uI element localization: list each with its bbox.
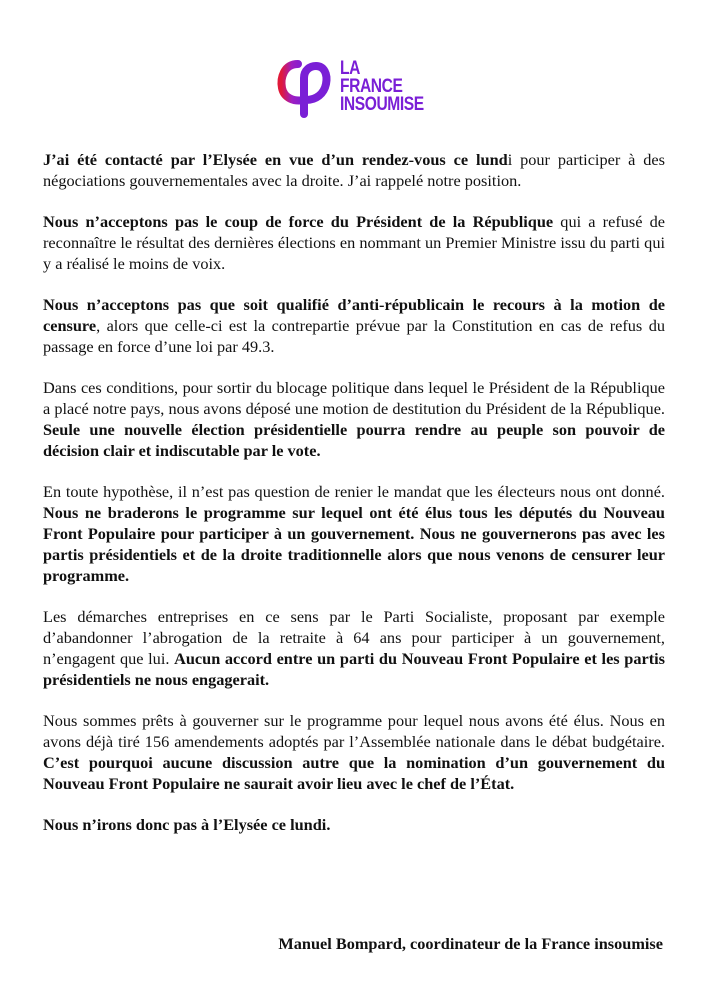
text: , alors que celle-ci est la contrepartie prévue par la Constitution en cas de refus du passage en force d’une loi par 49.3. xyxy=(43,316,665,356)
logo-line-2: FRANCE xyxy=(340,76,403,97)
bold-text: J’ai été contacté par l’Elysée en vue d’un rendez-vous ce lund xyxy=(43,150,508,169)
logo-line-1: LA xyxy=(340,58,360,79)
letter-body xyxy=(43,149,665,855)
text: qui a refusé de reconnaître le résultat des dernières élections en nommant un Premier Ministre issu du parti qui y a réalisé le moins de voix. xyxy=(43,212,665,273)
paragraph-1 xyxy=(43,149,665,191)
bold-text: Seule une nouvelle élection présidentielle pourra rendre au peuple son pouvoir de décision clair et indiscutable par le vote. xyxy=(43,420,665,460)
bold-text: Nous n’acceptons pas le coup de force du Président de la République xyxy=(43,212,554,231)
paragraph-7 xyxy=(43,710,665,794)
bold-text: Nous n’irons donc pas à l’Elysée ce lundi. xyxy=(43,815,331,834)
bold-text: Aucun accord entre un parti du Nouveau Front Populaire et les partis présidentiels ne nous engagerait. xyxy=(43,649,665,689)
text: Dans ces conditions, pour sortir du blocage politique dans lequel le Président de la République a placé notre pays, nous avons déposé une motion de destitution du Président de la République. xyxy=(43,378,665,418)
lfi-logo xyxy=(276,56,442,118)
paragraph-5 xyxy=(43,481,665,586)
text: i pour participer à des négociations gouvernementales avec la droite. J’ai rappelé notre position. xyxy=(43,150,665,190)
text: Nous sommes prêts à gouverner sur le programme pour lequel nous avons été élus. Nous en avons déjà tiré 156 amendements adoptés par l’Assemblée nationale dans le débat budgétaire. xyxy=(43,711,665,751)
signature: Manuel Bompard, coordinateur de la France insoumise xyxy=(278,934,663,953)
text: En toute hypothèse, il n’est pas question de renier le mandat que les électeurs nous ont donné. xyxy=(43,482,665,501)
paragraph-2 xyxy=(43,211,665,274)
bold-text: Nous ne braderons le programme sur lequel ont été élus tous les députés du Nouveau Front Populaire pour participer à un gouvernement. Nous ne gouvernerons pas avec les partis présidentiels et de la droite traditionnelle alors que nous venons de censurer leur programme. xyxy=(43,503,665,585)
paragraph-6 xyxy=(43,606,665,690)
logo-wordmark xyxy=(340,60,424,114)
phi-logo-icon xyxy=(276,56,334,118)
logo-line-3: INSOUMISE xyxy=(340,94,424,115)
paragraph-4 xyxy=(43,377,665,461)
paragraph-8 xyxy=(43,814,665,835)
paragraph-3 xyxy=(43,294,665,357)
bold-text: Nous n’acceptons pas que soit qualifié d’anti-républicain le recours à la motion de censure xyxy=(43,295,665,335)
text: Les démarches entreprises en ce sens par le Parti Socialiste, proposant par exemple d’abandonner l’abrogation de la retraite à 64 ans pour participer à un gouvernement, n’engagent que lui. xyxy=(43,607,665,668)
bold-text: C’est pourquoi aucune discussion autre que la nomination d’un gouvernement du Nouveau Front Populaire ne saurait avoir lieu avec le chef de l’État. xyxy=(43,753,665,793)
